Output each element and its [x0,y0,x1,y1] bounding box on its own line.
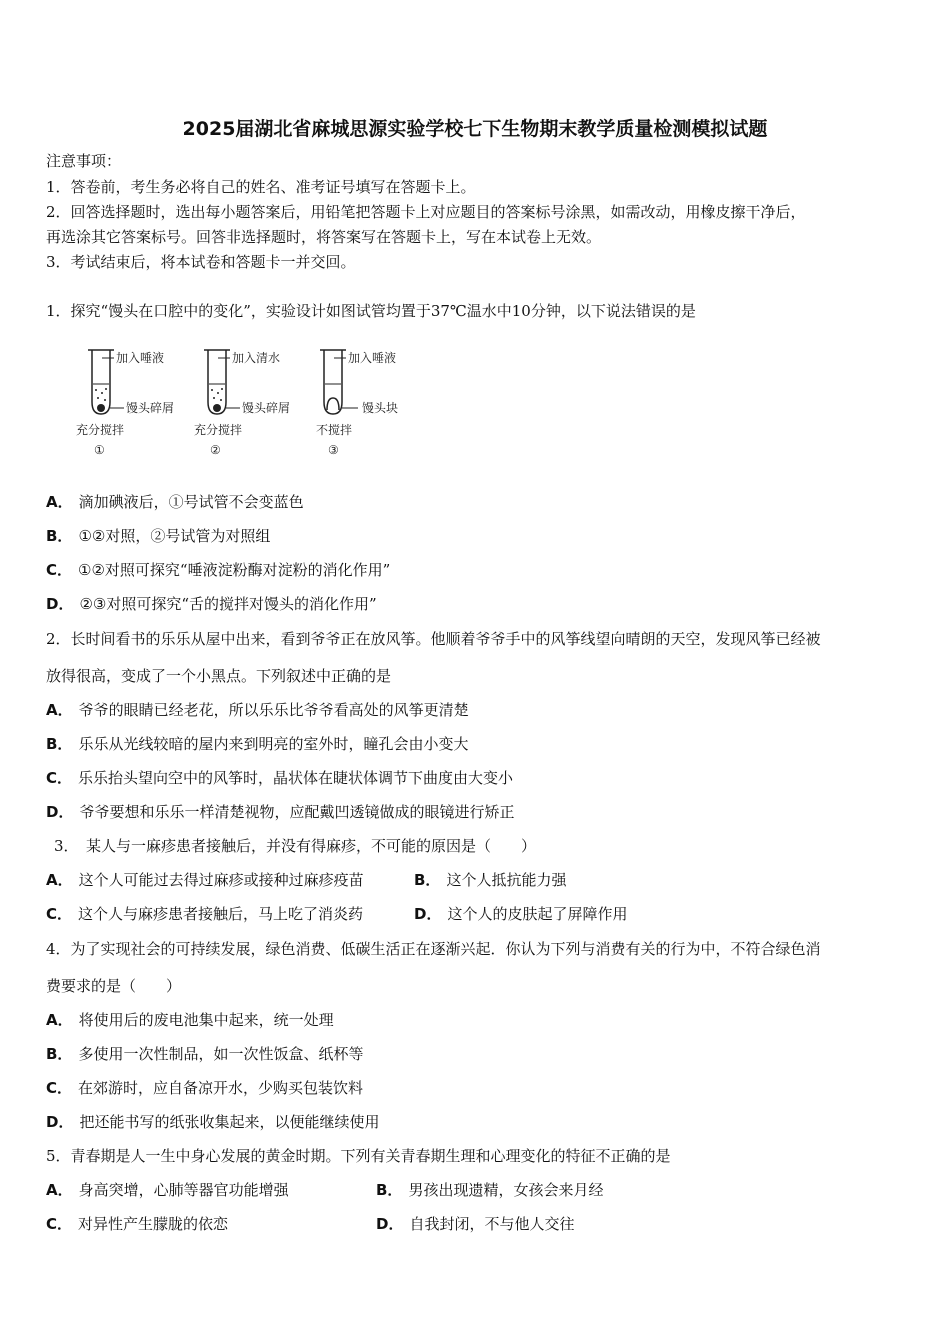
option-letter: C． [46,1215,73,1233]
test-tube-3 [316,350,398,457]
option-text: ①②对照可探究“唾液淀粉酶对淀粉的消化作用” [78,561,391,579]
test-tube-2 [194,350,290,457]
tube-1-side-label: 馒头碎屑 [126,401,175,415]
option-text: 身高突增，心肺等器官功能增强 [78,1181,289,1199]
option-letter: B． [414,871,441,889]
tube-1-number: ① [94,443,105,457]
q1-option-a [46,492,304,512]
tube-1-bottom-label: 充分搅拌 [76,423,125,437]
option-text: 乐乐抬头望向空中的风筝时，晶状体在睫状体调节下曲度由大变小 [78,769,514,787]
notice-heading: 注意事项： [46,152,122,170]
test-tube-1 [76,350,174,457]
q5-option-c [46,1214,228,1234]
q5-option-d [376,1214,574,1234]
option-text: 滴加碘液后，①号试管不会变蓝色 [78,493,304,511]
option-letter: B． [46,527,73,545]
notice-item: 再选涂其它答案标号。回答非选择题时，将答案写在答题卡上，写在本试卷上无效。 [46,228,602,246]
option-text: 爷爷的眼睛已经老花，所以乐乐比爷爷看高处的风筝更清楚 [78,701,469,719]
option-text: 这个人可能过去得过麻疹或接种过麻疹疫苗 [78,871,364,889]
option-letter: C． [46,905,73,923]
option-text: 乐乐从光线较暗的屋内来到明亮的室外时，瞳孔会由小变大 [78,735,469,753]
question-2-stem-cont: 放得很高，变成了一个小黑点。下列叙述中正确的是 [46,667,392,685]
option-letter: C． [46,1079,73,1097]
option-letter: B． [46,1045,73,1063]
q2-option-d [46,802,514,822]
option-letter: A． [46,1011,73,1029]
tube-1-top-label: 加入唾液 [116,351,165,365]
q3-option-d [414,904,627,924]
tube-2-bottom-label: 充分搅拌 [194,423,243,437]
option-text: 对异性产生朦胧的依恋 [78,1215,229,1233]
option-letter: A． [46,1181,73,1199]
q4-option-a [46,1010,334,1030]
option-letter: C． [46,769,73,787]
notice-item: 3．考试结束后，将本试卷和答题卡一并交回。 [46,253,356,271]
option-letter: D． [46,1113,74,1131]
q1-option-d [46,594,377,614]
q5-option-b [376,1180,603,1200]
q1-option-c [46,560,390,580]
option-text: 多使用一次性制品，如一次性饭盒、纸杯等 [78,1045,364,1063]
q3-option-c [46,904,363,924]
option-text: 在郊游时，应自备凉开水，少购买包装饮料 [78,1079,364,1097]
option-letter: D． [46,803,74,821]
q4-option-b [46,1044,363,1064]
option-letter: B． [376,1181,403,1199]
question-2-stem: 2．长时间看书的乐乐从屋中出来，看到爷爷正在放风筝。他顺着爷爷手中的风筝线望向晴朗的天空，发现风筝已经被 [46,630,821,648]
tube-3-top-label: 加入唾液 [348,351,397,365]
tube-3-side-label: 馒头块 [362,401,399,415]
option-letter: D． [376,1215,404,1233]
option-text: 这个人抵抗能力强 [446,871,567,889]
option-text: 自我封闭，不与他人交往 [409,1215,575,1233]
option-text: ①②对照，②号试管为对照组 [78,527,271,545]
page-title: 2025届湖北省麻城思源实验学校七下生物期末教学质量检测模拟试题 [182,118,768,140]
notice-item: 1．答卷前，考生务必将自己的姓名、准考证号填写在答题卡上。 [46,178,476,196]
tube-2-top-label: 加入清水 [232,351,281,365]
question-3-stem: 3． 某人与一麻疹患者接触后，并没有得麻疹，不可能的原因是（ ） [54,837,537,855]
option-letter: A． [46,871,73,889]
option-text: 把还能书写的纸张收集起来，以便能继续使用 [79,1113,380,1131]
question-4-stem-cont: 费要求的是（ ） [46,977,182,995]
option-text: 男孩出现遗精，女孩会来月经 [408,1181,604,1199]
option-text: ②③对照可探究“舌的搅拌对馒头的消化作用” [79,595,377,613]
question-1-stem: 1．探究“馒头在口腔中的变化”，实验设计如图试管均置于37℃温水中10分钟，以下说法错误的是 [46,302,696,320]
q2-option-a [46,700,469,720]
notice-item: 2．回答选择题时，选出每小题答案后，用铅笔把答题卡上对应题目的答案标号涂黑，如需改动，用橡皮擦干净后， [46,203,806,221]
q1-option-b [46,526,270,546]
q3-option-b [414,870,566,890]
option-text: 这个人与麻疹患者接触后，马上吃了消炎药 [78,905,364,923]
option-text: 将使用后的废电池集中起来，统一处理 [78,1011,334,1029]
q5-option-a [46,1180,289,1200]
q4-option-d [46,1112,379,1132]
q2-option-c [46,768,513,788]
option-letter: A． [46,701,73,719]
option-text: 这个人的皮肤起了屏障作用 [447,905,628,923]
option-letter: D． [46,595,74,613]
question-5-stem: 5．青春期是人一生中身心发展的黄金时期。下列有关青春期生理和心理变化的特征不正确的是 [46,1147,671,1165]
tube-3-number: ③ [328,443,339,457]
option-letter: B． [46,735,73,753]
option-letter: C． [46,561,73,579]
option-text: 爷爷要想和乐乐一样清楚视物，应配戴凹透镜做成的眼镜进行矫正 [79,803,515,821]
option-letter: D． [414,905,442,923]
q2-option-b [46,734,468,754]
tube-2-side-label: 馒头碎屑 [242,401,291,415]
tube-3-bottom-label: 不搅拌 [316,423,353,437]
q3-option-a [46,870,364,890]
option-letter: A． [46,493,73,511]
question-4-stem: 4．为了实现社会的可持续发展，绿色消费、低碳生活正在逐渐兴起．你认为下列与消费有关的行为中，不符合绿色消 [46,940,821,958]
tube-2-number: ② [210,443,221,457]
test-tube-figure [66,340,426,464]
q4-option-c [46,1078,363,1098]
